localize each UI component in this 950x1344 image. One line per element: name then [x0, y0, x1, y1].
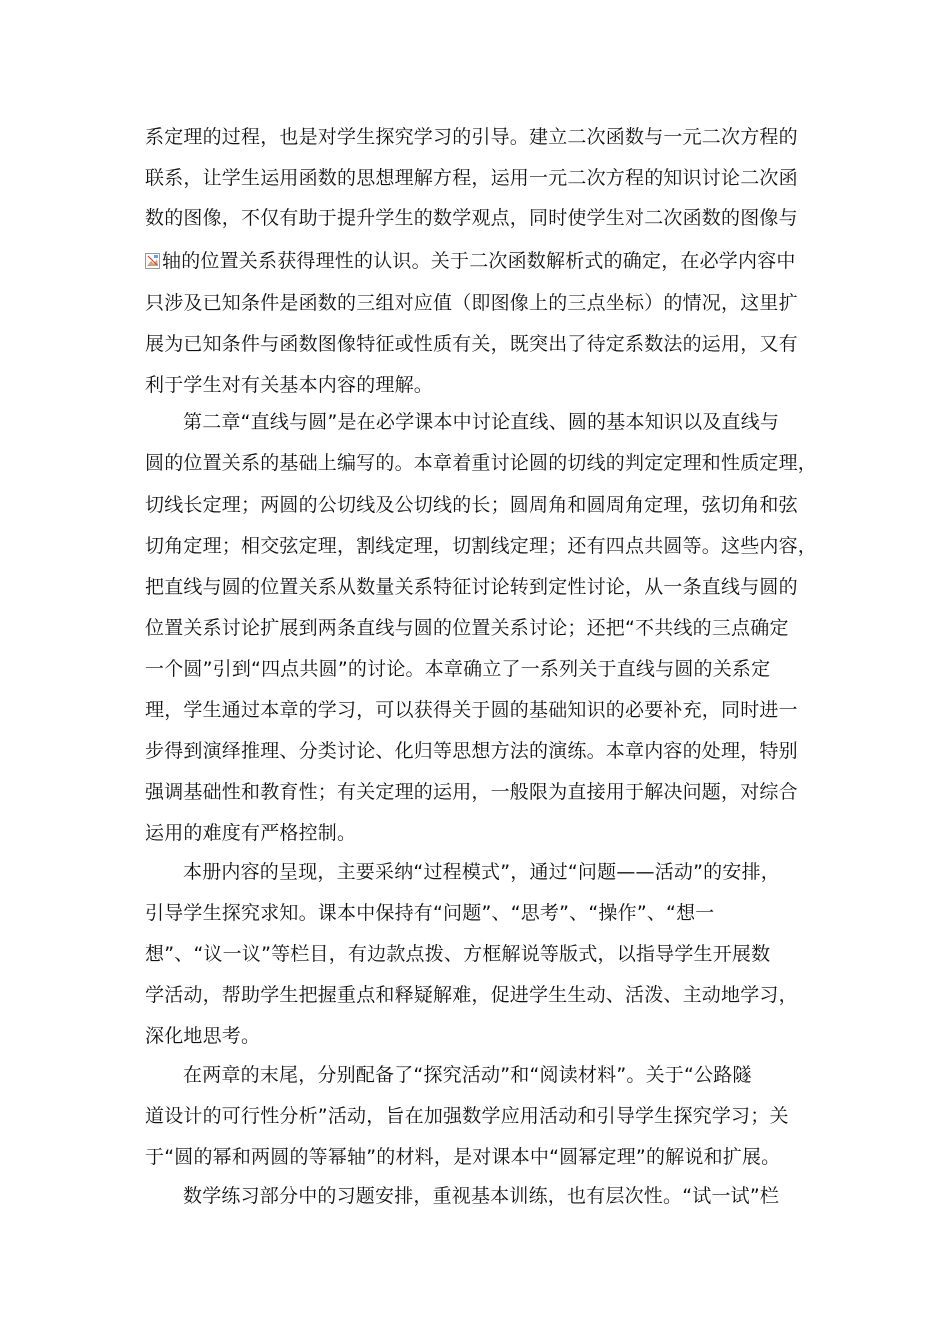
text-line: 强调基础性和教育性；有关定理的运用，一般限为直接用于解决问题，对综合: [145, 781, 798, 803]
text-line: 轴的位置关系获得理性的认识。关于二次函数解析式的确定，在必学内容中: [162, 250, 796, 272]
text-line-with-image: [145, 249, 796, 273]
text-line: 本册内容的呈现，主要采纳“过程模式”，通过“问题——活动”的安排，: [183, 861, 780, 883]
text-line: 在两章的末尾，分别配备了“探究活动”和“阅读材料”。关于“公路隧: [183, 1064, 752, 1086]
text-line: 引导学生探究求知。课本中保持有“问题”、“思考”、“操作”、“想一: [145, 902, 715, 924]
text-line: 一个圆”引到“四点共圆”的讨论。本章确立了一系列关于直线与圆的关系定: [145, 658, 771, 680]
text-line: 第二章“直线与圆”是在必学课本中讨论直线、圆的基本知识以及直线与: [183, 411, 780, 433]
text-line: 位置关系讨论扩展到两条直线与圆的位置关系讨论；还把“不共线的三点确定: [145, 617, 789, 639]
text-line: 利于学生对有关基本内容的理解。: [145, 374, 434, 396]
text-line: 深化地思考。: [145, 1025, 261, 1047]
text-line: 只涉及已知条件是函数的三组对应值（即图像上的三点坐标）的情况，这里扩: [145, 292, 798, 314]
text-line: 把直线与圆的位置关系从数量关系特征讨论转到定性讨论，从一条直线与圆的: [145, 576, 798, 598]
text-line: 想”、“议一议”等栏目，有边款点拨、方框解说等版式，以指导学生开展数: [145, 943, 771, 965]
text-line: 联系，让学生运用函数的思想理解方程，运用一元二次方程的知识讨论二次函: [145, 167, 798, 189]
text-line: 展为已知条件与函数图像特征或性质有关，既突出了待定系数法的运用，又有: [145, 333, 798, 355]
text-line: 切线长定理；两圆的公切线及公切线的长；圆周角和圆周角定理，弦切角和弦: [145, 494, 798, 516]
text-line: 理，学生通过本章的学习，可以获得关于圆的基础知识的必要补充，同时进一: [145, 699, 798, 721]
text-line: 圆的位置关系的基础上编写的。本章着重讨论圆的切线的判定定理和性质定理，: [145, 452, 818, 474]
text-line: 数的图像，不仅有助于提升学生的数学观点，同时使学生对二次函数的图像与: [145, 207, 798, 229]
text-line: 系定理的过程，也是对学生探究学习的引导。建立二次函数与一元二次方程的: [145, 126, 798, 148]
text-line: 学活动，帮助学生把握重点和释疑解难，促进学生生动、活泼、主动地学习，: [145, 984, 798, 1006]
text-line: 道设计的可行性分析”活动，旨在加强数学应用活动和引导学生探究学习；关: [145, 1105, 789, 1127]
text-line: 运用的难度有严格控制。: [145, 822, 357, 844]
text-line: 步得到演绎推理、分类讨论、化归等思想方法的演练。本章内容的处理，特别: [145, 740, 798, 762]
text-line: 切角定理；相交弦定理，割线定理，切割线定理；还有四点共圆等。这些内容，: [145, 535, 818, 557]
broken-image-icon: [145, 253, 160, 269]
text-line: 数学练习部分中的习题安排，重视基本训练，也有层次性。“试一试”栏: [183, 1185, 780, 1207]
text-line: 于“圆的幂和两圆的等幂轴”的材料，是对课本中“圆幂定理”的解说和扩展。: [145, 1146, 781, 1168]
